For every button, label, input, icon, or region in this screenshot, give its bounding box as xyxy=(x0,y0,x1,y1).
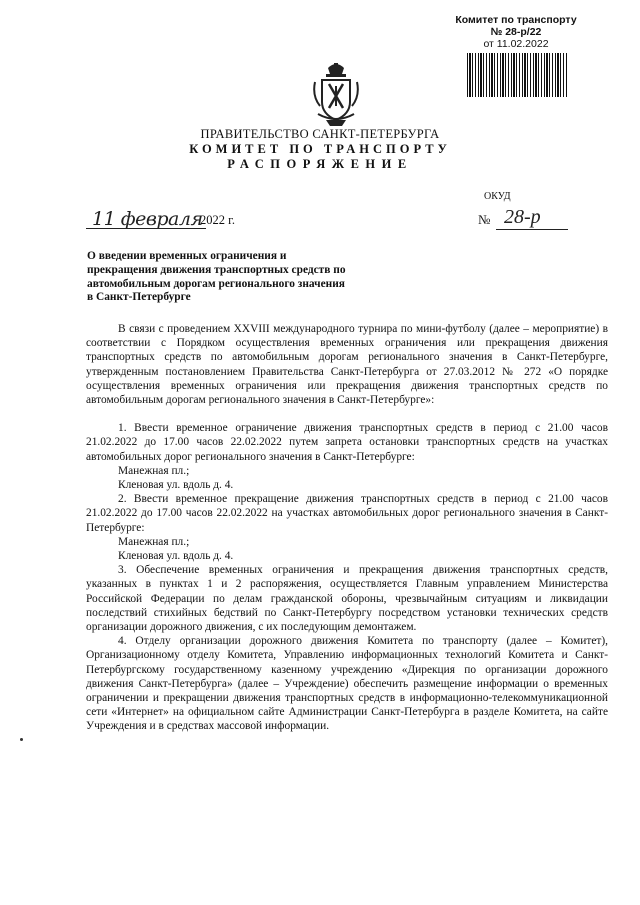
handwritten-number: 28-р xyxy=(504,206,541,228)
item-2-paragraph: 2. Ввести временное прекращение движения транспортных средств в период с 21.00 часов 21.02.2022 до 17.00 часов 22.02.2022 на участках автомобильных дорог регионального значения в Санкт-Петербурге: xyxy=(86,493,608,534)
date-year: 2022 г. xyxy=(200,213,235,227)
item-1-street-1: Манежная пл.; xyxy=(118,464,190,477)
document-date xyxy=(86,208,276,232)
stamp-number: № 28-р/22 xyxy=(490,26,542,38)
coat-of-arms-emblem xyxy=(312,62,360,128)
item-2-street-1: Манежная пл.; xyxy=(118,535,190,548)
item-2-street-2: Кленовая ул. вдоль д. 4. xyxy=(118,550,234,563)
okud-label: ОКУД xyxy=(484,191,511,202)
document-body xyxy=(86,322,608,734)
item-1-street-2: Кленовая ул. вдоль д. 4. xyxy=(118,479,234,492)
scan-dot xyxy=(20,738,23,741)
government-title: ПРАВИТЕЛЬСТВО САНКТ-ПЕТЕРБУРГА xyxy=(200,127,440,141)
document-subject: О введении временных ограничения и прекращения движения транспортных средств по автомобильным дорогам регионального значения в Санкт-Петербурге xyxy=(87,250,346,304)
date-underline xyxy=(86,228,206,229)
item-3-paragraph: 3. Обеспечение временных ограничения и прекращения движения транспортных средств, указанных в пунктах 1 и 2 распоряжения, осуществляется Главным управлением Министерства Российской Федерации по делам гражданской обороны, чрезвычайным ситуациям и ликвидации последствий стихийных бедствий по Санкт-Петербургу посредством установки технических средств организации дорожного движения, с их последующим демонтажем. xyxy=(86,564,608,634)
item-4-paragraph: 4. Отделу организации дорожного движения Комитета по транспорту (далее – Комитет), Организационному отделу Комитета, Управлению информационных технологий Комитета и Санкт-Петербургскому государственному казенному учреждению «Дирекция по организации дорожного движения Санкт-Петербурга» (далее – Учреждение) обеспечить размещение информации о временных ограничении и прекращении движения транспортных средств в информационно-телекоммуникационной сети «Интернет» на официальном сайте Администрации Санкт-Петербурга в разделе Комитета, на сайте Учреждения и в средствах массовой информации. xyxy=(86,635,608,733)
document-type-title: РАСПОРЯЖЕНИЕ xyxy=(227,157,413,171)
stamp-org: Комитет по транспорту xyxy=(455,14,577,26)
item-1-paragraph: 1. Ввести временное ограничение движения транспортных средств в период с 21.00 часов 21.02.2022 до 17.00 часов 22.02.2022 путем запрета остановки транспортных средств на участках автомобильных дорог регионального значения в Санкт-Петербурге: xyxy=(86,422,608,463)
stamp-date: от 11.02.2022 xyxy=(483,38,549,50)
preamble-paragraph: В связи с проведением XXVIII международного турнира по мини-футболу (далее – мероприятие) в соответствии с Порядком осуществления временных ограничения или прекращения движения транспортных средств по автомобильным дорогам регионального значения в Санкт-Петербурге, утвержденным постановлением Правительства Санкт-Петербурга от 27.03.2012 № 272 «О порядке осуществления временных ограничения или прекращения движения транспортных средств по автомобильным дорогам регионального значения в Санкт-Петербурге»: xyxy=(86,323,608,407)
handwritten-date: 11 февраля xyxy=(92,208,203,230)
committee-title: КОМИТЕТ ПО ТРАНСПОРТУ xyxy=(189,142,451,156)
registration-stamp xyxy=(446,14,586,50)
paragraph-gap xyxy=(86,407,608,421)
number-underline xyxy=(496,229,568,230)
number-label: № xyxy=(478,212,491,227)
barcode xyxy=(467,53,567,97)
